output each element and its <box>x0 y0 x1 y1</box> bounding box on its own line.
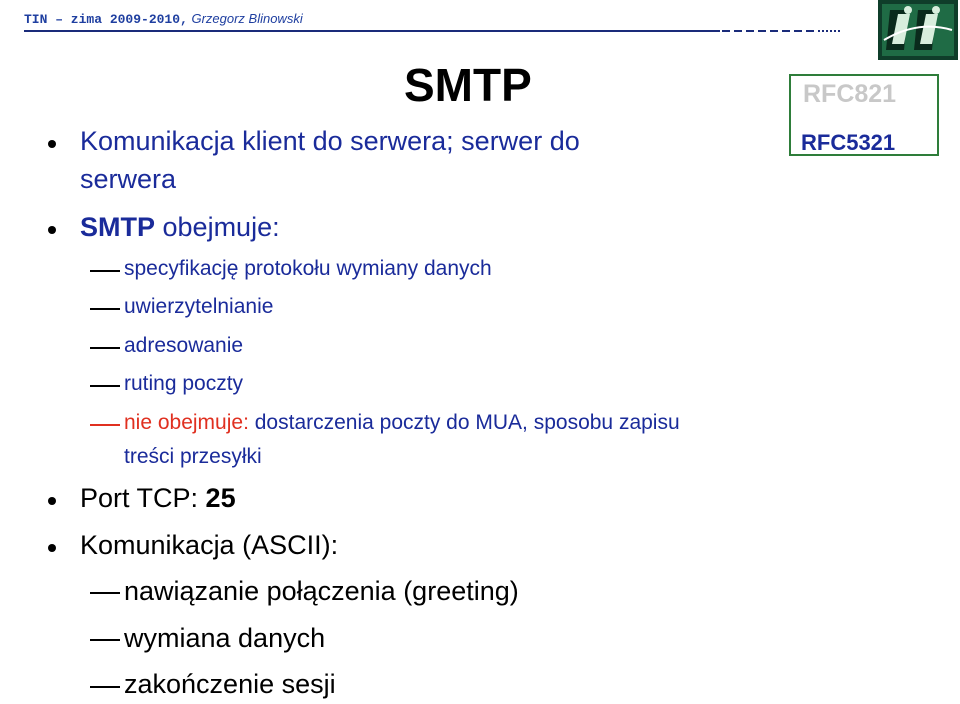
sub-item-data-exchange: wymiana danych <box>124 623 326 653</box>
ii-logo-icon <box>878 0 958 60</box>
dash-marker <box>90 385 120 387</box>
dash-marker <box>90 592 120 594</box>
bullet-dot <box>48 497 56 505</box>
header-rule-dashed <box>722 30 820 32</box>
author-label: Grzegorz Blinowski <box>191 11 303 26</box>
dash-marker <box>90 686 120 688</box>
bullet-client-server: Komunikacja klient do serwera; serwer do <box>80 126 580 156</box>
sub-item-not-covered: nie obejmuje: dostarczenia poczty do MUA, sposobu zapisu <box>124 411 680 434</box>
dash-marker <box>90 639 120 641</box>
dash-marker <box>90 270 120 272</box>
bullet-dot <box>48 226 56 234</box>
sub-item-addressing: adresowanie <box>124 334 244 357</box>
rfc-box <box>789 74 939 156</box>
dash-marker <box>90 347 120 349</box>
bullet-client-server-cont: serwera <box>80 164 177 194</box>
bullet-dot <box>48 140 56 148</box>
bullet-communication: Komunikacja (ASCII): <box>80 530 339 560</box>
rfc-old: RFC821 <box>803 80 897 108</box>
bullet-dot <box>48 544 56 552</box>
slide-title: SMTP <box>404 59 532 111</box>
slide-header <box>24 11 303 27</box>
sub-item-auth: uwierzytelnianie <box>124 295 274 318</box>
sub-item-routing: ruting poczty <box>124 372 244 395</box>
dash-marker <box>90 308 120 310</box>
bullet-smtp-covers: SMTP obejmuje: <box>80 212 280 242</box>
rfc-new: RFC5321 <box>801 130 896 155</box>
dash-marker-red <box>90 424 120 426</box>
sub-item-protocol: specyfikację protokołu wymiany danych <box>124 257 492 280</box>
header-rule-dotted <box>822 30 840 32</box>
header-rule <box>24 30 720 32</box>
course-label: TIN – zima 2009-2010, <box>24 12 188 27</box>
sub-item-session-end: zakończenie sesji <box>124 669 336 699</box>
sub-item-not-covered-cont: treści przesyłki <box>124 445 262 468</box>
sub-item-greeting: nawiązanie połączenia (greeting) <box>124 576 519 606</box>
bullet-port: Port TCP: 25 <box>80 483 236 513</box>
